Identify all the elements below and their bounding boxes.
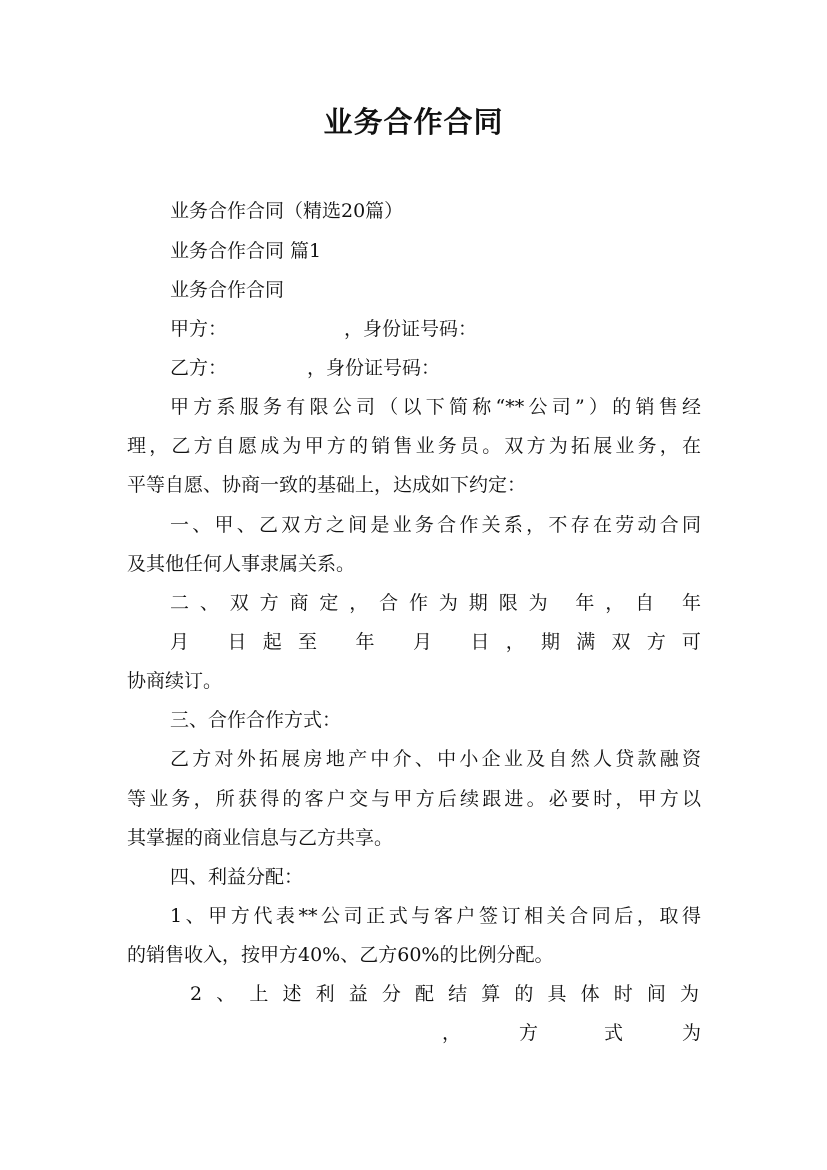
paragraph-line: 的销售收入，按甲方40%、乙方60%的比例分配。 <box>127 944 554 966</box>
subtitle-line: 业务合作合同（精选20篇） <box>170 200 404 222</box>
paragraph-line: 甲方系服务有限公司（以下简称“**公司”）的销售经 <box>170 396 701 418</box>
clause-term-line <box>170 590 701 616</box>
section-heading: 业务合作合同 篇1 <box>170 240 322 262</box>
party-a-line <box>170 316 701 342</box>
document-title: 业务合作合同 <box>323 105 504 139</box>
term-text: 日，期满双方可 <box>470 631 701 653</box>
clause-line: 协商续订。 <box>127 670 223 692</box>
term-text: 月 <box>170 631 206 653</box>
party-b-line <box>170 355 701 381</box>
contract-heading: 业务合作合同 <box>170 279 285 301</box>
party-b-label: 乙方： <box>170 357 228 379</box>
party-a-label: 甲方： <box>170 318 228 340</box>
term-text: 年 <box>681 592 701 614</box>
clause-line: 一、甲、乙双方之间是业务合作关系，不存在劳动合同 <box>170 514 701 536</box>
method-text: 为 <box>682 1022 702 1044</box>
paragraph-line: 其掌握的商业信息与乙方共享。 <box>127 827 394 849</box>
paragraph-line: 平等自愿、协商一致的基础上，达成如下约定： <box>127 474 527 496</box>
term-text: 二、双方商定，合作为期限为 <box>170 592 559 614</box>
paragraph-line: 2、上述利益分配结算的具体时间为 <box>190 983 701 1005</box>
term-text: 日起至 <box>227 631 334 653</box>
term-text: 年，自 <box>575 592 666 614</box>
clause-heading: 四、利益分配： <box>170 866 304 888</box>
party-b-id-label: ，身份证号码： <box>307 357 441 379</box>
paragraph-line: 乙方对外拓展房地产中介、中小企业及自然人贷款融资 <box>170 748 701 770</box>
party-a-id-label: ，身份证号码： <box>344 318 478 340</box>
term-text: 年 <box>355 631 391 653</box>
clause-term-line <box>170 629 701 655</box>
clause-heading: 三、合作合作方式： <box>170 709 342 731</box>
paragraph-line: 等业务，所获得的客户交与甲方后续跟进。必要时，甲方以 <box>127 788 701 810</box>
term-text: 月 <box>413 631 449 653</box>
method-text: 式 <box>604 1022 624 1044</box>
paragraph-line: 1、甲方代表**公司正式与客户签订相关合同后，取得 <box>170 905 701 927</box>
clause-line: 及其他任何人事隶属关系。 <box>127 553 356 575</box>
punct-text: ， <box>442 1022 462 1044</box>
paragraph-line: 理，乙方自愿成为甲方的销售业务员。双方为拓展业务，在 <box>127 435 701 457</box>
method-text: 方 <box>519 1022 539 1044</box>
